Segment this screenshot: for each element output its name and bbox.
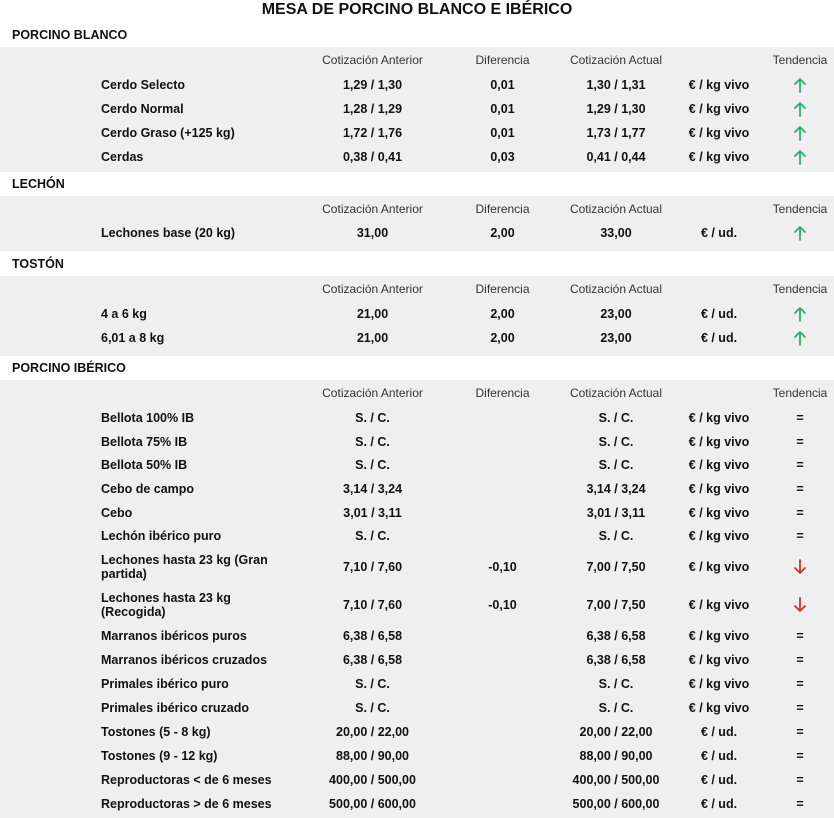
trend-cell <box>770 548 830 586</box>
price-unit: € / kg vivo <box>688 410 750 425</box>
table-row <box>0 430 834 453</box>
table-row <box>0 221 834 245</box>
price-anterior: 20,00 / 22,00 <box>336 725 409 739</box>
product-name: Primales ibérico puro <box>101 677 229 691</box>
price-actual: 23,00 <box>600 331 632 345</box>
column-header-diferencia: Diferencia <box>475 201 530 216</box>
trend-equal-icon: = <box>796 653 804 667</box>
trend-cell <box>770 744 830 768</box>
price-anterior: 1,28 / 1,29 <box>342 102 403 116</box>
price-actual: 33,00 <box>600 226 632 240</box>
table-row <box>0 672 834 696</box>
table-row <box>0 326 834 350</box>
price-anterior: S. / C. <box>355 434 390 449</box>
page-title: MESA DE PORCINO BLANCO E IBÉRICO <box>261 1 573 18</box>
table-row <box>0 97 834 121</box>
price-diferencia <box>455 744 550 768</box>
product-name: Cebo de campo <box>101 482 195 496</box>
price-diferencia: 2,00 <box>490 331 515 345</box>
trend-cell <box>770 792 830 815</box>
price-unit: € / kg vivo <box>688 560 750 574</box>
price-actual: 6,38 / 6,58 <box>586 629 646 643</box>
trend-equal-icon: = <box>796 434 804 449</box>
trend-cell <box>770 430 830 453</box>
arrow-up-icon <box>793 306 807 322</box>
arrow-up-icon <box>793 77 807 93</box>
price-diferencia <box>455 792 550 815</box>
product-name: Cerdas <box>101 150 144 164</box>
trend-cell <box>770 696 830 720</box>
product-name: Reproductoras > de 6 meses <box>101 796 272 811</box>
price-unit: € / ud. <box>700 796 738 811</box>
table-row <box>0 586 834 624</box>
price-anterior: 6,38 / 6,58 <box>342 629 403 643</box>
price-unit: € / kg vivo <box>688 458 750 472</box>
price-diferencia: 0,01 <box>490 126 515 140</box>
price-anterior: 500,00 / 600,00 <box>329 796 416 811</box>
price-actual: 20,00 / 22,00 <box>579 725 653 739</box>
trend-cell <box>770 524 830 548</box>
table-row <box>0 301 834 326</box>
product-name: Marranos ibéricos puros <box>101 629 247 643</box>
price-anterior: 21,00 <box>356 306 389 321</box>
trend-cell <box>770 121 830 145</box>
price-actual: 1,29 / 1,30 <box>586 102 646 116</box>
price-unit: € / kg vivo <box>688 77 750 92</box>
price-diferencia: 0,01 <box>490 77 515 92</box>
price-table <box>0 22 834 818</box>
price-anterior: S. / C. <box>355 529 390 543</box>
product-name: Lechones base (20 kg) <box>101 226 236 240</box>
trend-cell <box>770 477 830 501</box>
price-actual: 3,14 / 3,24 <box>586 482 646 496</box>
price-diferencia: 0,01 <box>490 102 515 116</box>
trend-cell <box>770 586 830 624</box>
price-actual: S. / C. <box>598 410 634 425</box>
price-diferencia <box>455 524 550 548</box>
column-header-tendencia: Tendencia <box>772 52 828 67</box>
product-name: Lechones hasta 23 kg (Recogida) <box>101 591 231 619</box>
price-anterior: 400,00 / 500,00 <box>329 773 416 787</box>
price-diferencia <box>455 768 550 792</box>
arrow-up-icon <box>793 225 807 241</box>
price-unit: € / ud. <box>700 749 738 763</box>
trend-equal-icon: = <box>796 629 804 643</box>
price-unit: € / kg vivo <box>688 505 750 520</box>
trend-equal-icon: = <box>796 505 804 520</box>
product-name: Cebo <box>101 505 133 520</box>
trend-cell <box>770 768 830 792</box>
product-name: Cerdo Selecto <box>101 77 186 92</box>
table-row <box>0 524 834 548</box>
product-name: Reproductoras < de 6 meses <box>101 773 272 787</box>
product-name: Cerdo Normal <box>101 102 184 116</box>
column-header-diferencia: Diferencia <box>475 385 530 400</box>
product-name: Cerdo Graso (+125 kg) <box>101 126 235 140</box>
column-header-tendencia: Tendencia <box>772 385 828 400</box>
table-row <box>0 501 834 524</box>
trend-cell <box>770 624 830 648</box>
price-unit: € / kg vivo <box>688 701 750 715</box>
price-diferencia <box>455 453 550 477</box>
product-name: Bellota 50% IB <box>101 458 188 472</box>
column-header-actual: Cotización Actual <box>569 281 663 296</box>
column-header-actual: Cotización Actual <box>569 201 663 216</box>
trend-equal-icon: = <box>796 796 804 811</box>
price-actual: 0,41 / 0,44 <box>586 150 646 164</box>
price-anterior: 7,10 / 7,60 <box>342 560 403 574</box>
product-name: Lechón ibérico puro <box>101 529 222 543</box>
arrow-up-icon <box>793 149 807 165</box>
price-unit: € / ud. <box>700 226 738 240</box>
table-row <box>0 72 834 97</box>
section-title: PORCINO IBÉRICO <box>0 356 834 380</box>
price-anterior: 3,14 / 3,24 <box>342 482 403 496</box>
column-header-row <box>0 196 834 221</box>
trend-cell <box>770 501 830 524</box>
trend-equal-icon: = <box>796 749 804 763</box>
product-name: Marranos ibéricos cruzados <box>101 653 268 667</box>
product-name: Tostones (9 - 12 kg) <box>101 749 218 763</box>
price-anterior: 31,00 <box>356 226 389 240</box>
price-diferencia <box>455 501 550 524</box>
table-row <box>0 624 834 648</box>
price-unit: € / kg vivo <box>688 598 750 612</box>
column-header-row <box>0 276 834 301</box>
product-name: Bellota 100% IB <box>101 410 195 425</box>
section-title: TOSTÓN <box>0 251 834 276</box>
trend-equal-icon: = <box>796 482 804 496</box>
price-unit: € / kg vivo <box>688 482 750 496</box>
trend-equal-icon: = <box>796 677 804 691</box>
price-diferencia <box>455 696 550 720</box>
price-diferencia: -0,10 <box>488 598 517 612</box>
price-anterior: 21,00 <box>356 331 389 345</box>
column-header-tendencia: Tendencia <box>772 201 828 216</box>
arrow-down-icon <box>793 597 807 613</box>
trend-equal-icon: = <box>796 458 804 472</box>
price-unit: € / kg vivo <box>688 434 750 449</box>
price-unit: € / kg vivo <box>688 102 750 116</box>
trend-equal-icon: = <box>796 529 804 543</box>
trend-equal-icon: = <box>796 701 804 715</box>
product-name: 6,01 a 8 kg <box>101 331 165 345</box>
product-name: Primales ibérico cruzado <box>101 701 249 715</box>
price-unit: € / kg vivo <box>688 529 750 543</box>
column-header-actual: Cotización Actual <box>569 385 663 400</box>
column-header-diferencia: Diferencia <box>475 281 530 296</box>
trend-cell <box>770 72 830 97</box>
price-anterior: 88,00 / 90,00 <box>336 749 409 763</box>
price-diferencia: 2,00 <box>490 226 515 240</box>
price-actual: 88,00 / 90,00 <box>579 749 653 763</box>
product-name: Lechones hasta 23 kg (Gran partida) <box>101 553 268 581</box>
trend-cell <box>770 672 830 696</box>
section-body <box>0 276 834 356</box>
section-title: LECHÓN <box>0 172 834 196</box>
price-actual: 1,73 / 1,77 <box>586 126 646 140</box>
product-name: Bellota 75% IB <box>101 434 188 449</box>
column-header-anterior: Cotización Anterior <box>322 385 423 400</box>
trend-cell <box>770 405 830 430</box>
price-actual: 400,00 / 500,00 <box>572 773 660 787</box>
column-header-diferencia: Diferencia <box>475 52 530 67</box>
section-spacer <box>0 350 834 356</box>
price-actual: S. / C. <box>598 529 634 543</box>
price-anterior: 0,38 / 0,41 <box>342 150 403 164</box>
price-unit: € / kg vivo <box>688 677 750 691</box>
price-unit: € / ud. <box>700 306 738 321</box>
price-diferencia <box>455 405 550 430</box>
trend-cell <box>770 720 830 744</box>
column-header-anterior: Cotización Anterior <box>322 281 423 296</box>
column-header-tendencia: Tendencia <box>772 281 828 296</box>
section-spacer <box>0 169 834 172</box>
table-row <box>0 744 834 768</box>
table-row <box>0 405 834 430</box>
column-header-row <box>0 380 834 405</box>
trend-cell <box>770 97 830 121</box>
price-actual: S. / C. <box>598 677 634 691</box>
table-row <box>0 477 834 501</box>
price-anterior: 7,10 / 7,60 <box>342 598 403 612</box>
price-diferencia <box>455 624 550 648</box>
column-header-anterior: Cotización Anterior <box>322 52 423 67</box>
price-diferencia <box>455 672 550 696</box>
table-row <box>0 768 834 792</box>
section-spacer <box>0 245 834 251</box>
price-diferencia <box>455 648 550 672</box>
price-anterior: S. / C. <box>355 458 390 472</box>
price-actual: S. / C. <box>598 701 634 715</box>
trend-equal-icon: = <box>796 410 804 425</box>
price-diferencia: -0,10 <box>488 560 517 574</box>
table-row <box>0 696 834 720</box>
price-anterior: 1,29 / 1,30 <box>342 77 403 92</box>
trend-cell <box>770 326 830 350</box>
price-unit: € / kg vivo <box>688 653 750 667</box>
price-anterior: S. / C. <box>355 677 390 691</box>
price-anterior: 1,72 / 1,76 <box>342 126 403 140</box>
price-diferencia: 2,00 <box>490 306 515 321</box>
price-anterior: 3,01 / 3,11 <box>343 505 402 520</box>
table-row <box>0 720 834 744</box>
price-unit: € / kg vivo <box>688 126 750 140</box>
product-name: Tostones (5 - 8 kg) <box>101 725 211 739</box>
trend-equal-icon: = <box>796 773 804 787</box>
price-unit: € / kg vivo <box>688 150 750 164</box>
trend-cell <box>770 648 830 672</box>
arrow-up-icon <box>793 125 807 141</box>
price-diferencia <box>455 477 550 501</box>
trend-cell <box>770 145 830 169</box>
price-unit: € / kg vivo <box>688 629 750 643</box>
price-actual: 7,00 / 7,50 <box>586 598 646 612</box>
price-diferencia <box>455 720 550 744</box>
table-row <box>0 145 834 169</box>
price-actual: S. / C. <box>598 458 634 472</box>
price-unit: € / ud. <box>700 331 738 345</box>
table-row <box>0 121 834 145</box>
table-row <box>0 453 834 477</box>
price-actual: 6,38 / 6,58 <box>586 653 646 667</box>
price-actual: 23,00 <box>600 306 632 321</box>
price-diferencia: 0,03 <box>490 150 515 164</box>
price-anterior: S. / C. <box>355 701 390 715</box>
section-body <box>0 196 834 251</box>
price-anterior: 6,38 / 6,58 <box>342 653 403 667</box>
price-unit: € / ud. <box>700 773 738 787</box>
column-header-anterior: Cotización Anterior <box>322 201 423 216</box>
trend-equal-icon: = <box>796 725 804 739</box>
arrow-up-icon <box>793 330 807 346</box>
trend-cell <box>770 221 830 245</box>
arrow-up-icon <box>793 101 807 117</box>
trend-cell <box>770 301 830 326</box>
table-row <box>0 792 834 815</box>
arrow-down-icon <box>793 559 807 575</box>
price-actual: 1,30 / 1,31 <box>586 77 646 92</box>
table-row <box>0 648 834 672</box>
section-title: PORCINO BLANCO <box>0 22 834 47</box>
price-actual: 500,00 / 600,00 <box>572 796 660 811</box>
price-actual: S. / C. <box>598 434 634 449</box>
product-name: 4 a 6 kg <box>101 306 147 321</box>
table-row <box>0 548 834 586</box>
column-header-row <box>0 47 834 72</box>
section-body <box>0 47 834 172</box>
price-anterior: S. / C. <box>355 410 390 425</box>
section-body <box>0 380 834 818</box>
column-header-actual: Cotización Actual <box>569 52 663 67</box>
price-actual: 7,00 / 7,50 <box>586 560 646 574</box>
trend-cell <box>770 453 830 477</box>
price-unit: € / ud. <box>700 725 738 739</box>
price-actual: 3,01 / 3,11 <box>586 505 646 520</box>
price-diferencia <box>455 430 550 453</box>
